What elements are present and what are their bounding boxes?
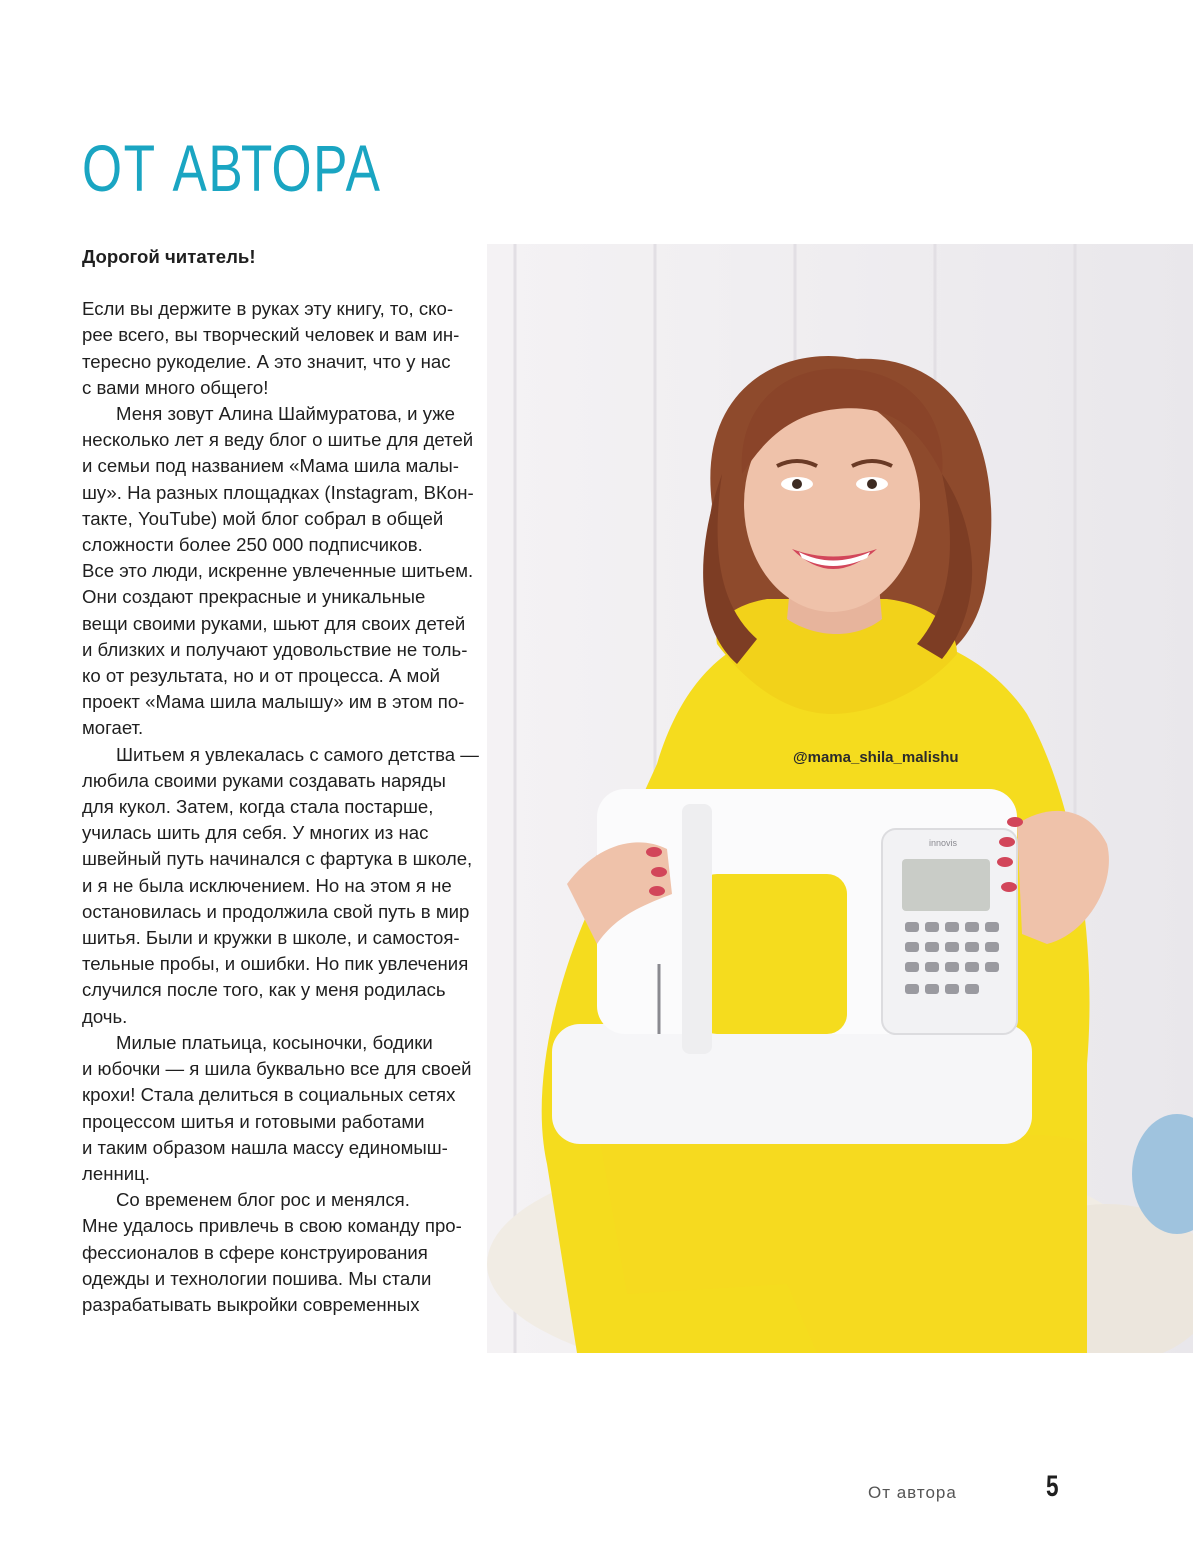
text-line: и семьи под названием «Мама шила малы- (82, 455, 459, 477)
body-paragraph (82, 401, 474, 742)
text-line: процессом шитья и готовыми работами (82, 1110, 425, 1132)
text-line: дочь. (82, 1005, 128, 1027)
hoodie-print: @mama_shila_malishu (793, 749, 959, 766)
text-line: шитья. Были и кружки в школе, и самостоя- (82, 927, 460, 949)
sewing-machine (552, 789, 1032, 1144)
text-line: училась шить для себя. У многих из нас (82, 822, 429, 844)
text-line: и таким образом нашла массу единомыш- (82, 1136, 448, 1158)
text-line: Они создают прекрасные и уникальные (82, 586, 426, 608)
running-footer: От автора (868, 1483, 957, 1502)
greeting: Дорогой читатель! (82, 246, 256, 267)
article-text (82, 244, 479, 1318)
text-line: и я не была исключением. Но на этом я не (82, 874, 452, 896)
text-line: ленниц. (82, 1162, 150, 1184)
text-line: крохи! Стала делиться в социальных сетях (82, 1084, 456, 1106)
machine-brand: innovis (929, 838, 958, 848)
text-line: вещи своими руками, шьют для своих детей (82, 612, 466, 634)
text-line: Шитьем я увлекалась с самого детства — (116, 743, 479, 765)
text-line: для кукол. Затем, когда стала постарше, (82, 796, 434, 818)
text-line: и близких и получают удовольствие не толь- (82, 638, 468, 660)
text-line: проект «Мама шила малышу» им в этом по- (82, 691, 465, 713)
text-line: любила своими руками создавать наряды (82, 769, 446, 791)
text-line: шу». На разных площадках (Instagram, ВКон- (82, 481, 474, 503)
author-photo-illustration (487, 244, 1193, 1353)
author-photo (487, 244, 1193, 1353)
text-line: Милые платьица, косыночки, бодики (116, 1031, 433, 1053)
text-line: Если вы держите в руках эту книгу, то, ско- (82, 298, 454, 320)
text-line: случился после того, как у меня родилась (82, 979, 446, 1001)
text-line: могает. (82, 717, 144, 739)
text-line: одежды и технологии пошива. Мы стали (82, 1267, 432, 1289)
page-number: 5 (1046, 1470, 1059, 1503)
text-line: остановилась и продолжила свой путь в мир (82, 900, 470, 922)
text-line: несколько лет я веду блог о шитье для детей (82, 429, 474, 451)
page-title: ОТ АВТОРА (82, 131, 382, 205)
body-paragraph (82, 296, 467, 401)
text-line: с вами много общего! (82, 376, 269, 398)
text-line: фессионалов в сфере конструирования (82, 1241, 428, 1263)
text-line: Все это люди, искренне увлеченные шитьем. (82, 560, 474, 582)
text-line: разрабатывать выкройки современных (82, 1293, 420, 1315)
text-line: тересно рукоделие. А это значит, что у нас (82, 350, 451, 372)
text-line: тельные пробы, и ошибки. Но пик увлечения (82, 953, 469, 975)
body-paragraph (82, 1187, 467, 1318)
text-line: ко от результата, но и от процесса. А мой (82, 665, 441, 687)
text-line: рее всего, вы творческий человек и вам ин- (82, 324, 460, 346)
text-line: Со временем блог рос и менялся. (116, 1189, 410, 1211)
text-line: Мне удалось привлечь в свою команду про- (82, 1215, 462, 1237)
body-paragraph (82, 1030, 472, 1187)
text-line: сложности более 250 000 подписчиков. (82, 534, 423, 556)
text-line: и юбочки — я шила буквально все для своей (82, 1058, 472, 1080)
text-line: такте, YouTube) мой блог собрал в общей (82, 507, 444, 529)
paragraphs (82, 296, 479, 1318)
text-line: швейный путь начинался с фартука в школе, (82, 848, 473, 870)
body-paragraph (82, 742, 479, 1030)
text-line: Меня зовут Алина Шаймуратова, и уже (116, 403, 456, 425)
